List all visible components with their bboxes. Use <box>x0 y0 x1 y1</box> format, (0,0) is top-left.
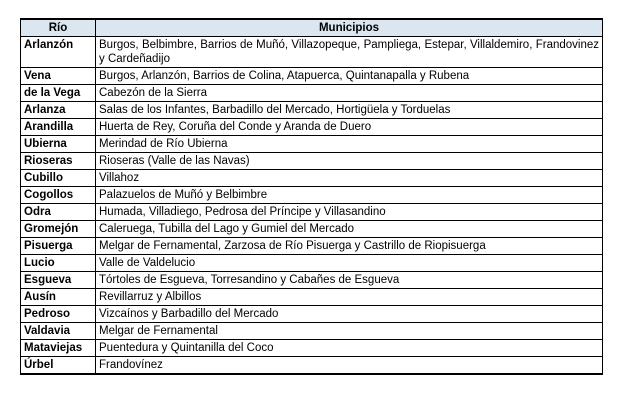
cell-rio: de la Vega <box>21 85 96 102</box>
cell-municipios: Frandovínez <box>96 357 603 375</box>
table-row <box>21 204 603 221</box>
cell-rio: Valdavia <box>21 323 96 340</box>
cell-rio: Arlanza <box>21 102 96 119</box>
cell-rio: Arlanzón <box>21 37 96 68</box>
cell-rio: Esgueva <box>21 272 96 289</box>
header-row <box>21 19 603 37</box>
table-row <box>21 187 603 204</box>
cell-municipios: Valle de Valdelucio <box>96 255 603 272</box>
table-row <box>21 153 603 170</box>
cell-rio: Vena <box>21 68 96 85</box>
table-row <box>21 289 603 306</box>
cell-municipios: Puentedura y Quintanilla del Coco <box>96 340 603 357</box>
cell-municipios: Caleruega, Tubilla del Lago y Gumiel del Mercado <box>96 221 603 238</box>
cell-rio: Rioseras <box>21 153 96 170</box>
cell-municipios: Villahoz <box>96 170 603 187</box>
cell-municipios: Salas de los Infantes, Barbadillo del Mercado, Hortigüela y Torduelas <box>96 102 603 119</box>
cell-rio: Mataviejas <box>21 340 96 357</box>
cell-rio: Pisuerga <box>21 238 96 255</box>
cell-rio: Úrbel <box>21 357 96 375</box>
cell-municipios: Rioseras (Valle de las Navas) <box>96 153 603 170</box>
table-row <box>21 102 603 119</box>
table-row <box>21 323 603 340</box>
cell-rio: Cogollos <box>21 187 96 204</box>
cell-rio: Gromejón <box>21 221 96 238</box>
table-row <box>21 85 603 102</box>
cell-municipios: Cabezón de la Sierra <box>96 85 603 102</box>
cell-municipios: Merindad de Río Ubierna <box>96 136 603 153</box>
table-header <box>21 19 603 37</box>
cell-rio: Pedroso <box>21 306 96 323</box>
table-row <box>21 306 603 323</box>
table-row <box>21 37 603 68</box>
cell-municipios: Burgos, Arlanzón, Barrios de Colina, Atapuerca, Quintanapalla y Rubena <box>96 68 603 85</box>
rivers-table <box>20 18 603 375</box>
header-municipios: Municipios <box>96 19 603 37</box>
table-row <box>21 238 603 255</box>
cell-municipios: Melgar de Fernamental, Zarzosa de Río Pisuerga y Castrillo de Riopisuerga <box>96 238 603 255</box>
table-row <box>21 340 603 357</box>
cell-municipios: Revillarruz y Albillos <box>96 289 603 306</box>
table-row <box>21 170 603 187</box>
table-row <box>21 255 603 272</box>
table-row <box>21 68 603 85</box>
table-row <box>21 119 603 136</box>
cell-municipios: Palazuelos de Muñó y Belbimbre <box>96 187 603 204</box>
table-row <box>21 136 603 153</box>
cell-rio: Ubierna <box>21 136 96 153</box>
table-row <box>21 221 603 238</box>
cell-rio: Cubillo <box>21 170 96 187</box>
cell-rio: Ausín <box>21 289 96 306</box>
cell-municipios: Melgar de Fernamental <box>96 323 603 340</box>
table-row <box>21 272 603 289</box>
cell-municipios: Humada, Villadiego, Pedrosa del Príncipe y Villasandino <box>96 204 603 221</box>
cell-municipios: Huerta de Rey, Coruña del Conde y Aranda de Duero <box>96 119 603 136</box>
header-rio: Río <box>21 19 96 37</box>
cell-municipios: Vizcaínos y Barbadillo del Mercado <box>96 306 603 323</box>
table-body <box>21 37 603 375</box>
cell-municipios: Tórtoles de Esgueva, Torresandino y Cabañes de Esgueva <box>96 272 603 289</box>
cell-rio: Lucio <box>21 255 96 272</box>
cell-rio: Arandilla <box>21 119 96 136</box>
table-row <box>21 357 603 375</box>
cell-municipios: Burgos, Belbimbre, Barrios de Muñó, Villazopeque, Pampliega, Estepar, Villaldemiro, Frandovinez y Cardeñadijo <box>96 37 603 68</box>
cell-rio: Odra <box>21 204 96 221</box>
